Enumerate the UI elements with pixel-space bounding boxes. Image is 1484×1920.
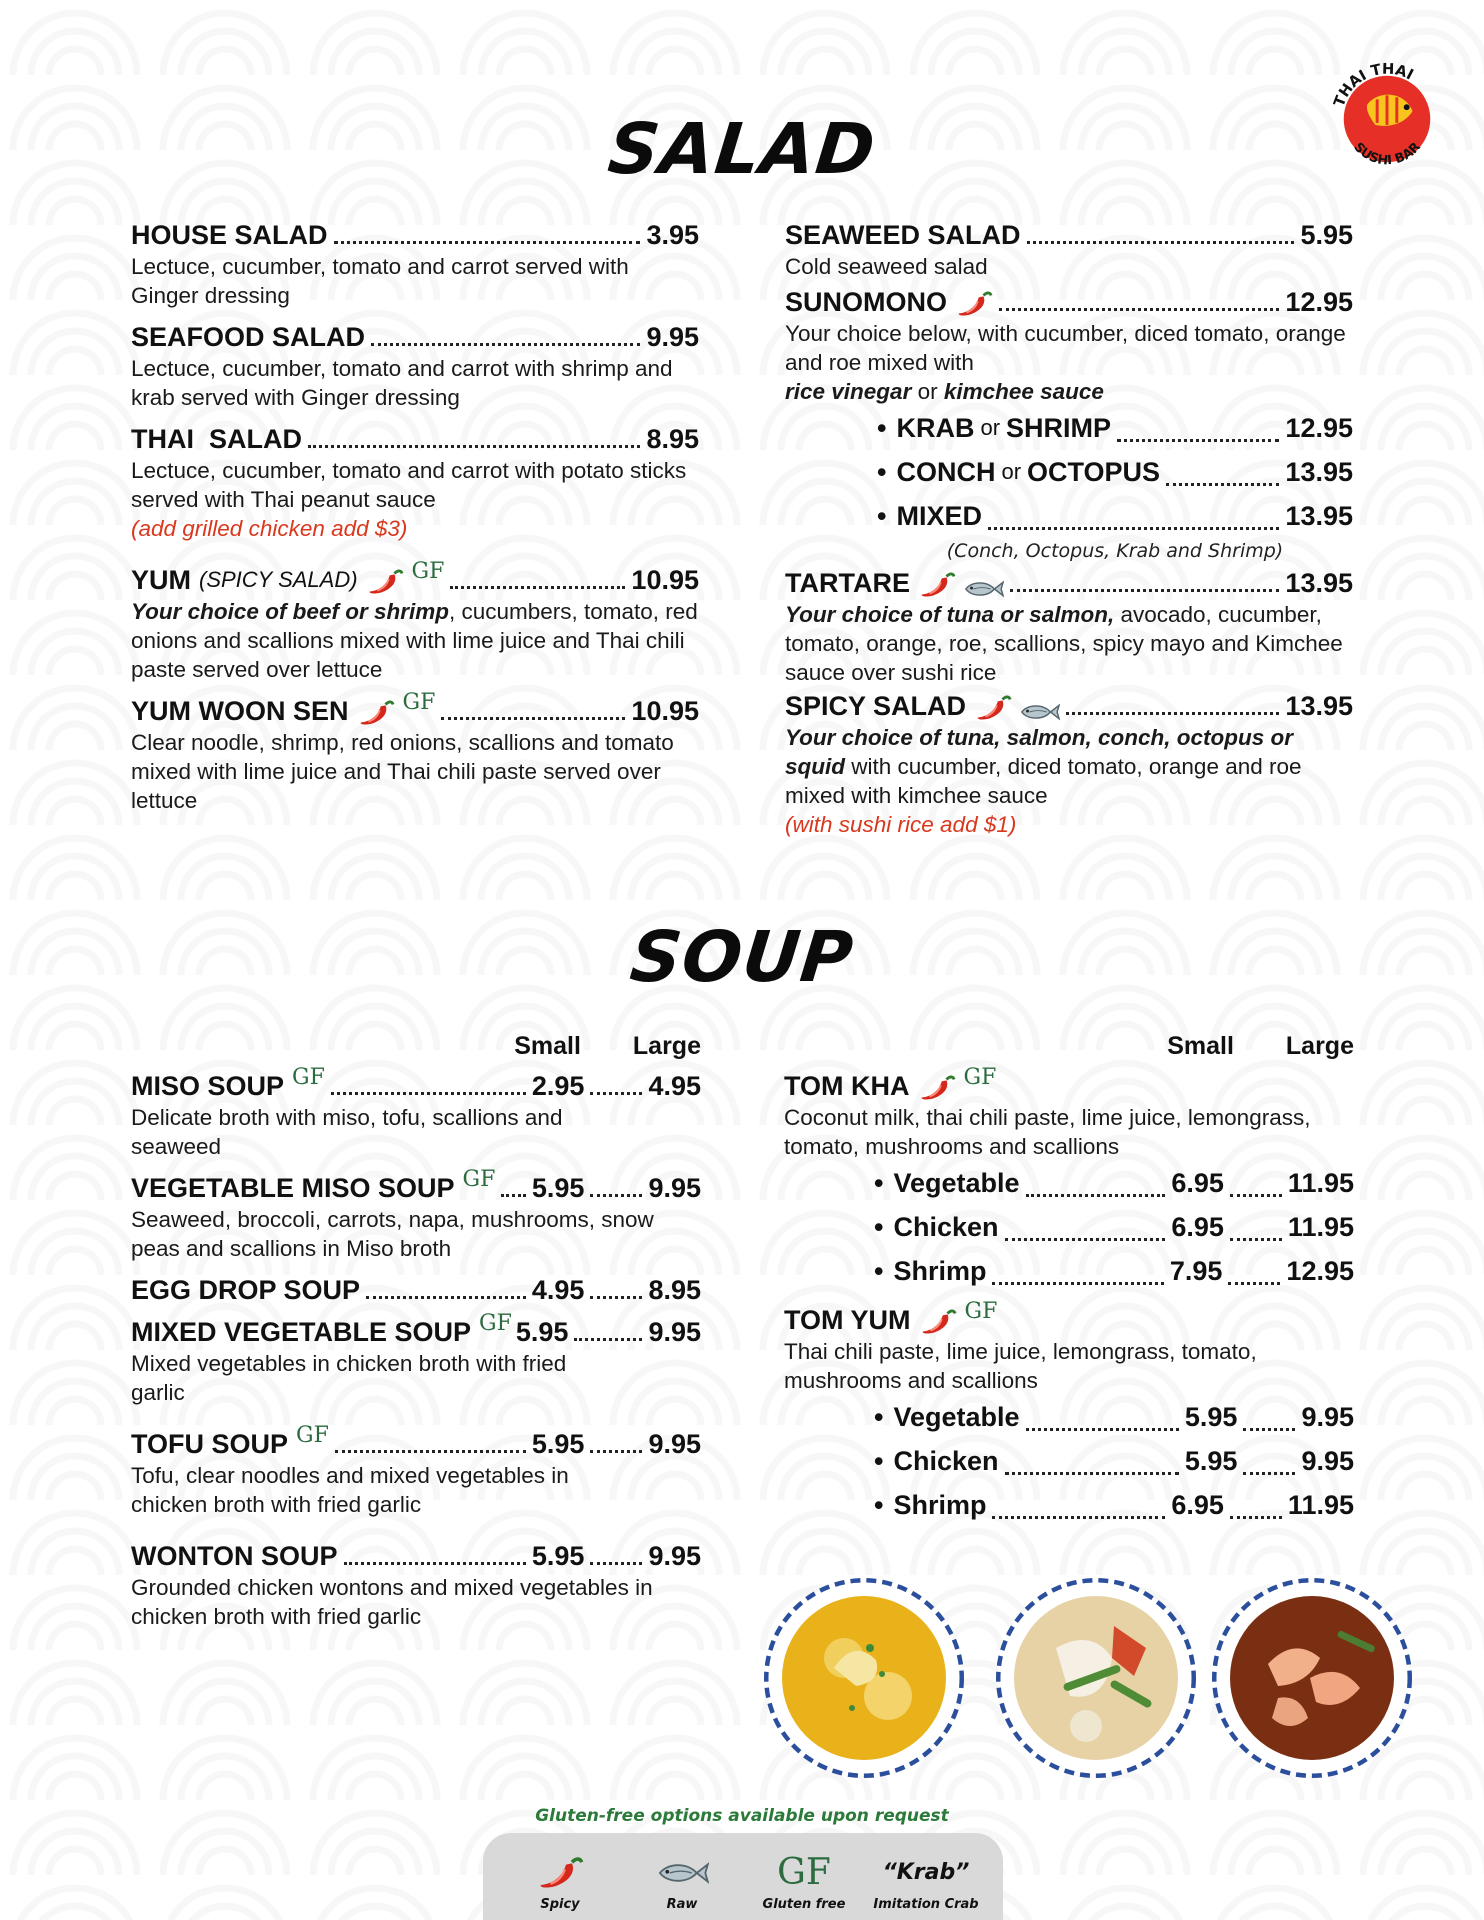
gf-icon: GF (963, 1065, 997, 1090)
option-name: SHRIMP (1006, 413, 1112, 443)
item-description-bold: Your choice of tuna, salmon, conch, octopus or squid (785, 725, 1293, 779)
menu-item-house-salad (131, 218, 699, 310)
price-large: 12.95 (1286, 1256, 1354, 1286)
or-text: or (980, 415, 1001, 440)
chili-icon (357, 698, 395, 728)
price-large: 11.95 (1287, 1168, 1354, 1198)
price-small: 5.95 (1184, 1446, 1238, 1476)
price-small: 5.95 (531, 1541, 585, 1571)
price-small: 7.95 (1169, 1256, 1223, 1286)
soup-right-column (784, 1032, 1354, 1527)
gf-icon: GF (402, 690, 436, 715)
price-small: 4.95 (531, 1275, 585, 1305)
sauce-option-1: rice vinegar (785, 379, 912, 404)
svg-text:SUSHI BAR: SUSHI BAR (1350, 139, 1424, 169)
chili-icon (974, 693, 1012, 723)
option-row: • Chicken 6.95 11.95 (874, 1205, 1354, 1249)
item-description: Your choice below, with cucumber, diced tomato, orange and roe mixed with (785, 321, 1346, 375)
option-row: • Vegetable 6.95 11.95 (874, 1161, 1354, 1205)
price-large: 9.95 (648, 1173, 701, 1203)
option-name: MIXED (896, 501, 982, 531)
tom-kha-photo (996, 1578, 1196, 1778)
option-name: Chicken (893, 1446, 999, 1476)
item-price: 10.95 (631, 565, 699, 595)
price-large: 9.95 (648, 1541, 701, 1571)
item-price: 13.95 (1285, 568, 1353, 598)
menu-item-seafood-salad (131, 320, 699, 412)
price-small: 6.95 (1171, 1212, 1224, 1242)
item-price: 13.95 (1285, 501, 1353, 531)
menu-item-mixed-vegetable-soup (131, 1311, 701, 1407)
option-name: Chicken (893, 1212, 999, 1242)
or-text: or (911, 379, 944, 404)
item-description: Cold seaweed salad (785, 254, 988, 279)
menu-item-egg-drop-soup (131, 1273, 701, 1307)
price-large: 9.95 (1301, 1402, 1354, 1432)
item-description-bold: Your choice of beef or shrimp (131, 599, 449, 624)
menu-item-tom-kha (784, 1065, 1354, 1161)
gf-icon: GF (479, 1311, 512, 1336)
menu-item-seaweed-salad (785, 218, 1353, 281)
icon-legend (483, 1833, 1003, 1920)
item-addon-note: (with sushi rice add $1) (785, 812, 1017, 837)
price-small: 6.95 (1171, 1490, 1224, 1520)
gf-icon: GF (411, 559, 445, 584)
item-price: 13.95 (1285, 457, 1353, 487)
gf-icon: GF (777, 1852, 831, 1893)
price-small: 5.95 (531, 1429, 585, 1459)
option-row: • Chicken 5.95 9.95 (874, 1439, 1354, 1483)
item-price: 8.95 (646, 424, 699, 454)
option-mixed: • MIXED 13.95 (877, 494, 1353, 538)
gluten-free-note: Gluten-free options available upon request (535, 1806, 949, 1826)
option-row: • Shrimp 6.95 11.95 (874, 1483, 1354, 1527)
option-row: • Vegetable 5.95 9.95 (874, 1395, 1354, 1439)
sauce-option-2: kimchee sauce (943, 379, 1104, 404)
option-conch-octopus: • CONCH or OCTOPUS 13.95 (877, 450, 1353, 494)
price-large: 9.95 (648, 1317, 701, 1347)
item-name: YUM (131, 565, 191, 595)
item-name: TARTARE (785, 568, 910, 598)
item-name: SPICY SALAD (785, 691, 967, 721)
item-price: 12.95 (1285, 287, 1353, 317)
price-large: 9.95 (648, 1429, 701, 1459)
size-header (784, 1032, 1354, 1061)
item-description: Lectuce, cucumber, tomato and carrot with potato sticks served with Thai peanut sauce (131, 458, 687, 512)
option-name: Vegetable (893, 1168, 1020, 1198)
item-name: WONTON SOUP (131, 1541, 338, 1571)
menu-item-spicy-salad (785, 689, 1353, 839)
item-description: Seaweed, broccoli, carrots, napa, mushrooms, snow peas and scallions in Miso broth (131, 1207, 654, 1261)
item-price: 10.95 (631, 696, 699, 726)
legend-item-krab (871, 1853, 981, 1912)
option-name: Shrimp (893, 1256, 987, 1286)
option-name: OCTOPUS (1027, 457, 1161, 487)
salad-title: SALAD (604, 108, 880, 190)
item-price: 13.95 (1285, 691, 1353, 721)
price-large: 11.95 (1287, 1490, 1354, 1520)
menu-item-yum-woon-sen (131, 690, 699, 815)
item-description: Tofu, clear noodles and mixed vegetables in chicken broth with fried garlic (131, 1463, 569, 1517)
item-name: SEAFOOD SALAD (131, 322, 366, 352)
gf-icon: GF (292, 1065, 325, 1090)
legend-label: Spicy (540, 1897, 580, 1912)
size-header (131, 1032, 701, 1061)
gf-icon: GF (964, 1299, 998, 1324)
size-small-label: Small (1167, 1032, 1234, 1060)
item-name: TOFU SOUP (131, 1429, 289, 1459)
item-name: TOM KHA (784, 1071, 910, 1101)
fish-icon (1018, 701, 1060, 723)
menu-item-sunomono (785, 285, 1353, 406)
price-small: 5.95 (1184, 1402, 1238, 1432)
item-name: THAI SALAD (131, 424, 302, 454)
legend-label: Raw (666, 1897, 698, 1912)
chili-icon (366, 567, 404, 597)
size-small-label: Small (514, 1032, 581, 1060)
menu-item-miso-soup (131, 1065, 701, 1161)
price-large: 8.95 (648, 1275, 701, 1305)
price-large: 4.95 (648, 1071, 701, 1101)
item-name: MISO SOUP (131, 1071, 285, 1101)
item-price: 12.95 (1285, 413, 1353, 443)
tom-yum-photo (1212, 1578, 1412, 1778)
item-description: Thai chili paste, lime juice, lemongrass, tomato, mushrooms and scallions (784, 1339, 1257, 1393)
menu-item-wonton-soup (131, 1539, 701, 1631)
size-large-label: Large (632, 1032, 701, 1060)
item-description: Clear noodle, shrimp, red onions, scallions and tomato mixed with lime juice and Thai chili paste served over lettuce (131, 730, 674, 813)
price-large: 11.95 (1287, 1212, 1354, 1242)
chili-icon (918, 1073, 956, 1103)
item-name: TOM YUM (784, 1305, 911, 1335)
chili-icon (536, 1853, 584, 1893)
or-text: or (1001, 459, 1022, 484)
item-price: 5.95 (1300, 220, 1353, 250)
item-name: HOUSE SALAD (131, 220, 328, 250)
salad-left-column (131, 218, 699, 815)
item-addon-note: (add grilled chicken add $3) (131, 516, 408, 541)
item-subtitle: (SPICY SALAD) (199, 567, 358, 592)
tom-yum-options (784, 1395, 1354, 1527)
option-row: • Shrimp 7.95 12.95 (874, 1249, 1354, 1293)
fish-icon (655, 1853, 709, 1893)
mixed-note: (Conch, Octopus, Krab and Shrimp) (946, 540, 1284, 562)
price-small: 5.95 (515, 1317, 569, 1347)
size-large-label: Large (1285, 1032, 1354, 1060)
item-description: Lectuce, cucumber, tomato and carrot served with Ginger dressing (131, 254, 629, 308)
svg-text:THAI THAI: THAI THAI (1330, 60, 1417, 110)
legend-item-spicy (505, 1853, 615, 1912)
item-name: EGG DROP SOUP (131, 1275, 361, 1305)
item-description: avocado, cucumber, tomato, orange, roe, scallions, spicy mayo and Kimchee sauce over sushi rice (785, 602, 1343, 685)
item-description-bold: Your choice of tuna or salmon, (785, 602, 1115, 627)
menu-item-tofu-soup (131, 1423, 701, 1519)
menu-item-tom-yum (784, 1299, 1354, 1395)
item-name: SUNOMONO (785, 287, 947, 317)
menu-item-vegetable-miso-soup (131, 1167, 701, 1263)
item-description: with cucumber, diced tomato, orange and roe mixed with kimchee sauce (785, 754, 1302, 808)
legend-label: Gluten free (762, 1897, 846, 1912)
option-name: KRAB (896, 413, 975, 443)
salad-right-column (785, 218, 1353, 839)
menu-item-thai-salad (131, 422, 699, 543)
option-name: Shrimp (893, 1490, 987, 1520)
chili-icon (955, 289, 993, 319)
legend-item-gluten-free (749, 1853, 859, 1912)
option-krab-shrimp: • KRAB or SHRIMP 12.95 (877, 406, 1353, 450)
item-name: SEAWEED SALAD (785, 220, 1021, 250)
menu-item-tartare (785, 566, 1353, 687)
option-name: Vegetable (893, 1402, 1020, 1432)
gf-icon: GF (296, 1423, 329, 1448)
gf-icon: GF (462, 1167, 496, 1192)
item-price: 3.95 (646, 220, 699, 250)
option-name: CONCH (896, 457, 996, 487)
item-description: Mixed vegetables in chicken broth with fried garlic (131, 1351, 567, 1405)
price-large: 9.95 (1301, 1446, 1354, 1476)
item-description: Delicate broth with miso, tofu, scallions and seaweed (131, 1105, 563, 1159)
item-description: , cucumbers, tomato, red onions and scallions mixed with lime juice and Thai chili paste served over lettuce (131, 599, 698, 682)
fish-icon (962, 578, 1004, 600)
soup-left-column (131, 1032, 701, 1631)
sunomono-options (785, 406, 1353, 562)
chili-icon (918, 570, 956, 600)
krab-icon: “Krab” (882, 1860, 970, 1885)
miso-soup-photo (764, 1578, 964, 1778)
legend-item-raw (627, 1853, 737, 1912)
chili-icon (919, 1307, 957, 1337)
tom-kha-options (784, 1161, 1354, 1293)
item-price: 9.95 (646, 322, 699, 352)
price-small: 6.95 (1171, 1168, 1224, 1198)
price-small: 5.95 (531, 1173, 585, 1203)
price-small: 2.95 (531, 1071, 585, 1101)
item-name: VEGETABLE MISO SOUP (131, 1173, 455, 1203)
item-name: YUM WOON SEN (131, 696, 349, 726)
item-description: Coconut milk, thai chili paste, lime juice, lemongrass, tomato, mushrooms and scallions (784, 1105, 1311, 1159)
item-name: MIXED VEGETABLE SOUP (131, 1317, 472, 1347)
soup-title: SOUP (626, 916, 858, 998)
item-description: Lectuce, cucumber, tomato and carrot with shrimp and krab served with Ginger dressing (131, 356, 673, 410)
menu-item-yum (131, 559, 699, 684)
legend-label: Imitation Crab (873, 1897, 979, 1912)
item-description: Grounded chicken wontons and mixed vegetables in chicken broth with fried garlic (131, 1575, 653, 1629)
